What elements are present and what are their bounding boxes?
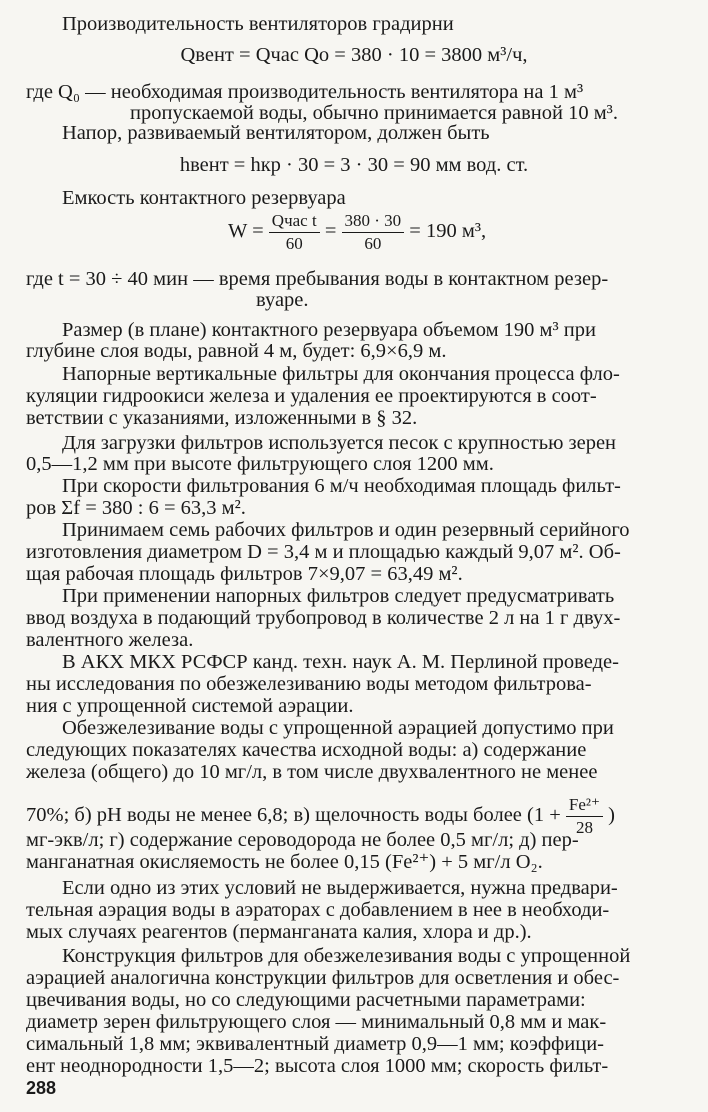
text-line: где Q₀ — необходимая производительность вентилятора на 1 м³ bbox=[26, 81, 584, 103]
text-line: где t = 30 ÷ 40 мин — время пребывания воды в контактном резер- bbox=[26, 268, 609, 290]
text-line: аэрацией аналогична конструкции фильтров для осветления и обес- bbox=[26, 967, 620, 989]
text-line: Если одно из этих условий не выдерживается, нужна предвари- bbox=[62, 877, 618, 899]
text-line: железа (общего) до 10 мг/л, в том числе двухвалентного не менее bbox=[26, 761, 598, 783]
fraction-den: 60 bbox=[285, 234, 303, 253]
fraction-den: 60 bbox=[364, 234, 382, 253]
text-line: 0,5—1,2 мм при высоте фильтрующего слоя 1200 мм. bbox=[26, 453, 494, 475]
text-line: ент неоднородности 1,5—2; высота слоя 1000 мм; скорость фильт- bbox=[26, 1055, 609, 1077]
text-line: мг-экв/л; г) содержание сероводорода не более 0,5 мг/л; д) пер- bbox=[26, 829, 579, 851]
text-line: симальный 1,8 мм; эквивалентный диаметр 0,9—1 мм; коэффици- bbox=[26, 1033, 605, 1055]
text-line: валентного железа. bbox=[26, 629, 194, 651]
text-line: ны исследования по обезжелезиванию воды методом фильтрова- bbox=[26, 673, 592, 695]
text-line: При скорости фильтрования 6 м/ч необходимая площадь фильт- bbox=[62, 475, 621, 497]
text-line: Производительность вентиляторов градирни bbox=[62, 13, 454, 35]
formula-h-vent: hвент = hкр · 30 = 3 · 30 = 90 мм вод. ст. bbox=[179, 154, 529, 176]
text-line: куляции гидроокиси железа и удаления ее проектируются в соот- bbox=[26, 385, 597, 407]
text-line: мых случаях реагентов (перманганата калия, хлора и др.). bbox=[26, 921, 532, 943]
text-line: ввод воздуха в подающий трубопровод в количестве 2 л на 1 г двух- bbox=[26, 607, 621, 629]
text-line: щая рабочая площадь фильтров 7×9,07 = 63,49 м². bbox=[26, 563, 463, 585]
text-line: цвечивания воды, но со следующими расчетными параметрами: bbox=[26, 989, 586, 1011]
text-line: пропускаемой воды, обычно принимается равной 10 м³. bbox=[130, 102, 618, 124]
text-line: Для загрузки фильтров используется песок с крупностью зерен bbox=[62, 432, 617, 454]
text-line: ния с упрощенной системой аэрации. bbox=[26, 695, 354, 717]
text-line: Размер (в плане) контактного резервуара объемом 190 м³ при bbox=[62, 319, 596, 341]
formula-q-vent: Qвент = Qчас Qо = 380 · 10 = 3800 м³/ч, bbox=[180, 44, 528, 66]
text-line: Напор, развиваемый вентилятором, должен быть bbox=[62, 122, 490, 144]
text-line: Емкость контактного резервуара bbox=[62, 187, 346, 209]
formula-open: (1 + bbox=[527, 804, 561, 827]
text-line: Принимаем семь рабочих фильтров и один резервный серийного bbox=[62, 519, 630, 541]
text-line: Обезжелезивание воды с упрощенной аэрацией допустимо при bbox=[62, 717, 614, 739]
page-number: 288 bbox=[26, 1078, 57, 1098]
fraction bbox=[269, 210, 320, 255]
fraction-num: Qчас t bbox=[269, 210, 320, 233]
fraction-num: 380 · 30 bbox=[342, 210, 405, 233]
formula-eq: = bbox=[324, 220, 337, 243]
text-line: Напорные вертикальные фильтры для окончания процесса фло- bbox=[62, 363, 620, 385]
text-line: ветствии с указаниями, изложенными в § 32. bbox=[26, 407, 418, 429]
fraction bbox=[342, 210, 405, 255]
text-line: тельная аэрация воды в аэраторах с добавлением в нее в необходи- bbox=[26, 899, 610, 921]
text-line: изготовления диаметром D = 3,4 м и площадью каждый 9,07 м². Об- bbox=[26, 541, 621, 563]
fraction-den: 28 bbox=[575, 818, 593, 837]
fraction-num: Fe²⁺ bbox=[566, 794, 603, 817]
text-line: При применении напорных фильтров следует предусматривать bbox=[62, 585, 615, 607]
text-line: манганатная окисляемость не более 0,15 (Fe²⁺) + 5 мг/л O₂. bbox=[26, 851, 543, 873]
text-line: глубине слоя воды, равной 4 м, будет: 6,9×6,9 м. bbox=[26, 340, 447, 362]
formula-w-rhs: = 190 м³, bbox=[409, 220, 487, 243]
text-line: диаметр зерен фильтрующего слоя — минимальный 0,8 мм и мак- bbox=[26, 1011, 607, 1033]
text-line: следующих показателях качества исходной воды: а) содержание bbox=[26, 739, 587, 761]
text-line: В АКХ МКХ РСФСР канд. техн. наук А. М. Перлиной проведе- bbox=[62, 651, 619, 673]
formula-close: ) bbox=[608, 804, 615, 827]
formula-w bbox=[228, 210, 486, 255]
text-line: Конструкция фильтров для обезжелезивания воды с упрощенной bbox=[62, 945, 631, 967]
text-segment: 70%; б) pH воды не менее 6,8; в) щелочность воды более bbox=[26, 804, 522, 827]
formula-w-lhs: W = bbox=[228, 220, 264, 243]
text-line: ров Σf = 380 : 6 = 63,3 м². bbox=[26, 497, 246, 519]
text-line: вуаре. bbox=[256, 289, 309, 311]
